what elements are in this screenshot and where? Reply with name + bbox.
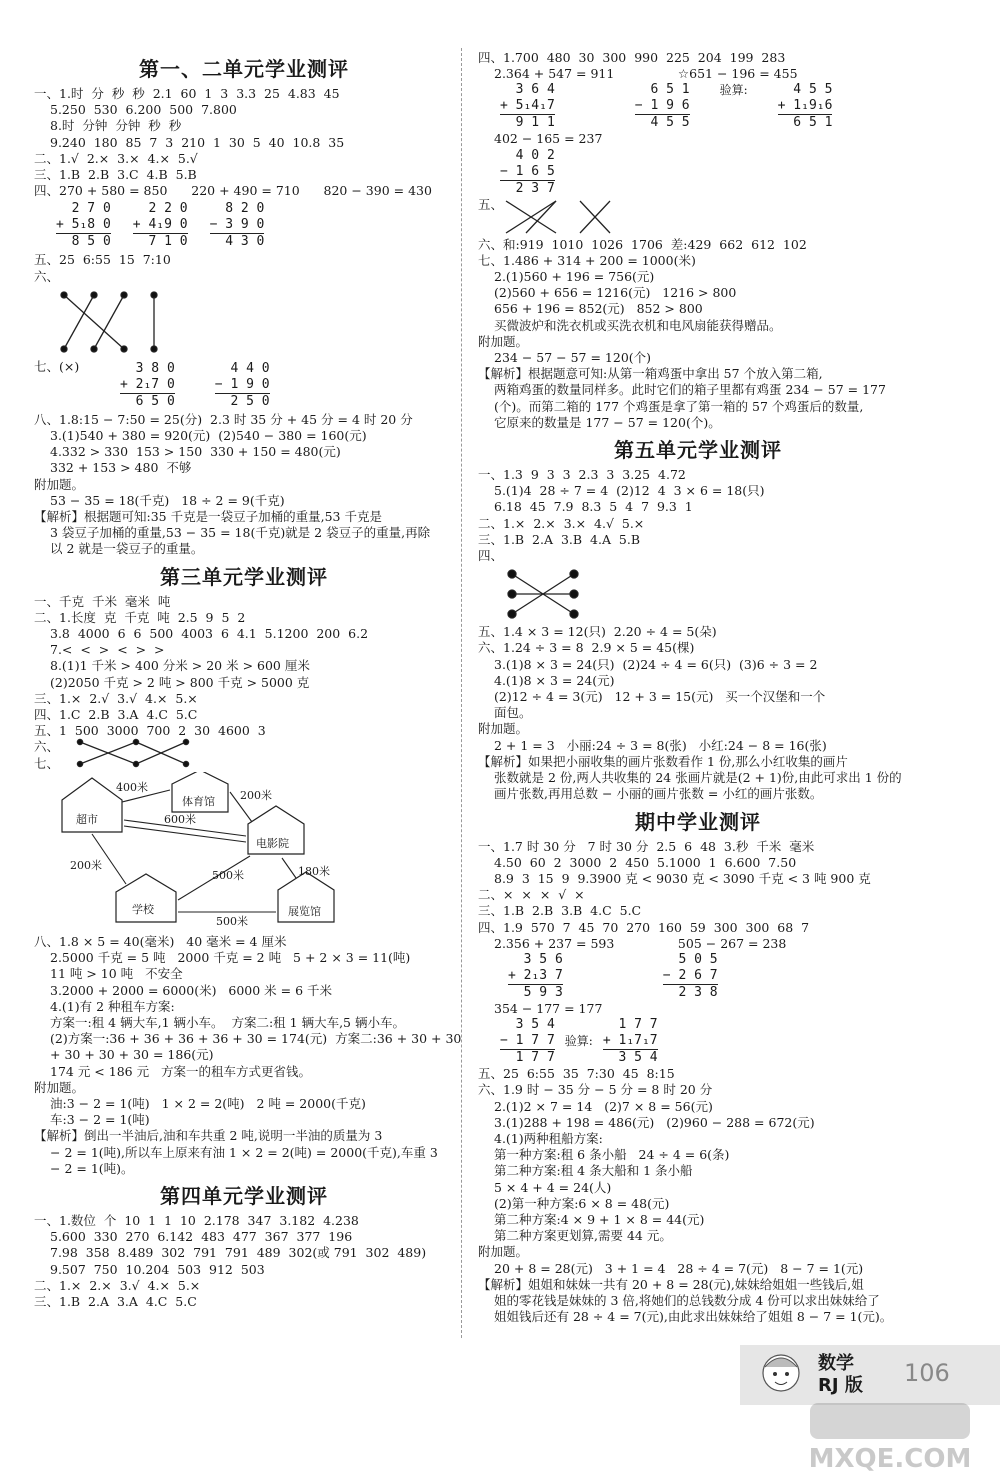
answer-line: 二、1.长度 克 千克 吨 2.5 9 5 2 [34, 609, 246, 625]
calc-row: − 2 6 7 [662, 967, 718, 983]
answer-line: 五、1 500 3000 700 2 30 4600 3 [34, 723, 266, 739]
left-column [34, 50, 462, 1310]
answer-line: 六、1.9 时 − 35 分 − 5 分 = 8 时 20 分 [478, 1082, 713, 1098]
answer-line: (个)。而第二箱的 177 个鸡蛋是拿了第一箱的 57 个鸡蛋后的数量, [494, 398, 864, 414]
calc-row: 3 5 4 [602, 1050, 658, 1066]
answer-line: 20 + 8 = 28(元) 3 + 1 = 4 28 ÷ 4 = 7(元) 8 − 7 = 1(元) [494, 1260, 864, 1276]
edition: RJ 版 [818, 1375, 863, 1396]
answer-line: − 2 = 1(吨),所以车上原来有油 1 × 2 = 2(吨) = 2000(千克),车重 3 [50, 1144, 438, 1160]
answer-line: 【解析】姐姐和妹妹一共有 20 + 8 = 28(元),妹妹给姐姐一些钱后,姐 [478, 1276, 864, 1292]
answer-line: 三、1.B 2.B 3.B 4.C 5.C [478, 903, 642, 919]
section-title-unit-1-2: 第一、二单元学业测评 [139, 57, 349, 81]
answer-line: 7.98 358 8.489 302 791 791 489 302(或 791 302 489) [50, 1245, 427, 1261]
calc-row: 4 5 5 [634, 115, 690, 131]
calc-row: + 2₁3 7 [508, 967, 563, 983]
answer-line: 3 袋豆子加桶的重量,53 − 35 = 18(千克)就是 2 袋豆子的重量,再除 [50, 525, 431, 541]
calc-row: 3 5 6 [508, 951, 563, 967]
answer-line: 画片张数,再用总数 − 小丽的画片张数 = 小红的画片张数。 [494, 786, 823, 802]
answer-line: 二、1.√ 2.× 3.× 4.× 5.√ [34, 150, 198, 166]
calc-row: 6 5 0 [120, 393, 175, 409]
calc-row: − 1 6 5 [500, 163, 555, 179]
calc-row: − 3 9 0 [209, 217, 265, 233]
answer-line: 53 − 35 = 18(千克) 18 ÷ 2 = 9(千克) [50, 492, 285, 508]
calc-row: 1 7 7 [500, 1050, 555, 1066]
answer-line: 四、1.700 480 30 300 990 225 204 199 283 [478, 50, 786, 65]
unit-1-2-vertical-calcs [34, 201, 454, 250]
answer-line: 五、 [478, 196, 504, 212]
answer-line: (2)560 + 656 = 1216(元) 1216 > 800 [494, 285, 737, 301]
page-number: 106 [904, 1359, 950, 1387]
calc-row: + 2₁7 0 [120, 376, 175, 392]
matching-lines-diagram [74, 736, 194, 770]
calc-row: + 5₁8 0 [56, 217, 111, 233]
map-distance: 200米 [240, 788, 272, 802]
calc-row: 9 1 1 [500, 115, 555, 131]
calc-row: 2 3 8 [662, 984, 718, 1000]
vertical-calc [500, 82, 555, 131]
calc-row: 1 7 7 [602, 1017, 658, 1033]
column-divider [461, 48, 462, 1338]
right-column [478, 50, 918, 1325]
answer-line: 五、25 6:55 35 7:30 45 8:15 [478, 1066, 675, 1082]
calc-row: 3 5 4 [500, 1017, 555, 1033]
section-title-unit-5: 第五单元学业测评 [614, 438, 782, 463]
verify-label: 验算: [719, 83, 748, 98]
calc-row: 6 5 1 [634, 82, 690, 98]
calc-row: 8 5 0 [56, 234, 111, 250]
answer-line: 七、 [34, 755, 60, 771]
answer-line: 第一种方案:租 6 条小船 24 ÷ 4 = 6(条) [494, 1147, 730, 1163]
map-label-school: 学校 [132, 902, 154, 916]
vertical-calc [56, 201, 111, 250]
map-label-gym: 体育馆 [182, 794, 215, 808]
answer-line: 四、270 + 580 = 850 220 + 490 = 710 820 − 390 = 430 [34, 183, 432, 199]
answer-line: 八、1.8 × 5 = 40(毫米) 40 毫米 = 4 厘米 [34, 933, 287, 949]
calc-row: 5 9 3 [508, 984, 563, 1000]
answer-line: 七、(×) [34, 358, 80, 374]
answer-line: 第二种方案:4 × 9 + 1 × 8 = 44(元) [494, 1211, 705, 1227]
answer-line: 第二种方案:租 4 条大船和 1 条小船 [494, 1163, 693, 1179]
answer-line: + 30 + 30 + 30 = 186(元) [50, 1047, 214, 1063]
calc-row: − 1 9 6 [634, 98, 690, 114]
map-distance: 500米 [216, 914, 248, 928]
answer-line: 四、1.9 570 7 45 70 270 160 59 300 300 68 7 [478, 919, 810, 935]
subject-label [818, 1353, 863, 1397]
calc-row: 2 7 0 [56, 201, 111, 217]
calc-row: 2 2 0 [132, 201, 188, 217]
matching-dots-diagram [504, 566, 594, 622]
answer-line: 8.9 3 15 9 9.3900 克 < 9030 克 < 3090 千克 < 3 吨 900 克 [494, 870, 871, 886]
answer-line: 它原来的数量是 177 − 57 = 120(个)。 [494, 414, 721, 430]
cartoon-face-icon [756, 1347, 806, 1397]
calc-row: − 1 7 7 [500, 1033, 555, 1049]
answer-line: 2.356 + 237 = 593 505 − 267 = 238 [494, 935, 787, 951]
watermark-logo [790, 1397, 990, 1477]
map-distance: 200米 [70, 858, 102, 872]
midterm-vertical-calcs-row [478, 952, 918, 1001]
answer-line: 4.(1)两种租船方案: [494, 1130, 603, 1146]
answer-line: 4.332 > 330 153 > 150 330 + 150 = 480(元) [50, 444, 341, 460]
answer-line: 9.240 180 85 7 3 210 1 30 5 40 10.8 35 [50, 134, 345, 150]
answer-line: 354 − 177 = 177 [494, 1000, 603, 1016]
answer-line: 三、1.× 2.√ 3.√ 4.× 5.× [34, 690, 198, 706]
answer-line: 附加题。 [478, 721, 529, 737]
answer-line: 油:3 − 2 = 1(吨) 1 × 2 = 2(吨) 2 吨 = 2000(千克) [50, 1095, 366, 1111]
answer-line: 三、1.B 2.A 3.A 4.C 5.C [34, 1293, 197, 1309]
answer-line: 四、1.C 2.B 3.A 4.C 5.C [34, 707, 198, 723]
midterm-answers-continued [478, 1066, 918, 1325]
answer-line: 2.(1)560 + 196 = 756(元) [494, 269, 655, 285]
answer-line: 3.(1)540 + 380 = 920(元) (2)540 − 380 = 160(元) [50, 428, 367, 444]
answer-line: 2.(1)2 × 7 = 14 (2)7 × 8 = 56(元) [494, 1098, 713, 1114]
section-title-unit-3: 第三单元学业测评 [160, 564, 328, 589]
answer-line: 656 + 196 = 852(元) 852 > 800 [494, 301, 703, 317]
vertical-calc [508, 952, 563, 1001]
vertical-calc [133, 201, 188, 250]
vertical-calc [215, 361, 270, 410]
answer-line: 一、1.3 9 3 3 2.3 3 3.25 4.72 [478, 467, 686, 483]
answer-line: 六、 [34, 268, 60, 284]
answer-line: 张数就是 2 份,两人共收集的 24 张画片就是(2 + 1)份,由此可求出 1 份的 [494, 770, 902, 786]
answer-line: 附加题。 [34, 1079, 85, 1095]
calc-row: 3 6 4 [500, 82, 555, 98]
answer-line: 6.18 45 7.9 8.3 5 4 7 9.3 1 [494, 499, 693, 515]
answer-line: 4.(1)有 2 种租车方案: [50, 998, 175, 1014]
answer-line: 2.364 + 547 = 911 ☆651 − 196 = 455 [494, 66, 798, 82]
answer-line: 3.2000 + 2000 = 6000(米) 6000 米 = 6 千米 [50, 982, 333, 998]
answer-line: 一、1.7 时 30 分 7 时 30 分 2.5 6 48 3.秒 千米 毫米 [478, 838, 815, 854]
answer-line: − 2 = 1(吨)。 [50, 1160, 134, 1176]
vertical-calc [120, 361, 175, 410]
calc-row: + 1₁7₁7 [602, 1033, 658, 1049]
answer-line: 一、1.时 分 秒 秒 2.1 60 1 3 3.3 25 4.83 45 [34, 86, 340, 101]
vertical-calc [635, 82, 690, 131]
verify-label: 验算: [564, 1034, 593, 1049]
answer-line: 3.(1)8 × 3 = 24(只) (2)24 ÷ 4 = 6(只) (3)6 ÷ 3 = 2 [494, 656, 818, 672]
answer-line: 姐的零花钱是妹妹的 3 倍,将她们的总钱数分成 4 份可以求出妹妹给了 [494, 1292, 880, 1308]
vertical-calc [663, 952, 718, 1001]
midterm-answers [478, 839, 918, 952]
answer-line: 八、1.8:15 − 7:50 = 25(分) 2.3 时 35 分 + 45 分 = 4 时 20 分 [34, 411, 413, 427]
answer-line: 姐姐钱后还有 28 ÷ 4 = 7(元),由此求出妹妹给了姐姐 8 − 7 = 1(元)。 [494, 1309, 893, 1325]
answer-line: 【解析】倒出一半油后,油和车共重 2 吨,说明一半油的质量为 3 [34, 1128, 383, 1144]
answer-line: 一、千克 千米 毫米 吨 [34, 593, 171, 609]
vertical-calc [778, 82, 833, 131]
section-title-unit-4: 第四单元学业测评 [160, 1183, 328, 1208]
calc-row: 4 0 2 [500, 147, 555, 163]
calc-row: + 1₁9₁6 [777, 98, 833, 114]
section-title-midterm: 期中学业测评 [635, 809, 761, 834]
unit-3-answers-continued [34, 933, 462, 1177]
answer-line: (2)2050 千克 > 2 吨 > 800 千克 > 5000 克 [50, 674, 310, 690]
answer-line: 【解析】如果把小丽收集的画片张数看作 1 份,那么小红收集的画片 [478, 753, 848, 769]
vertical-calc [500, 1017, 555, 1066]
answer-line: 以 2 就是一袋豆子的重量。 [50, 541, 204, 557]
route-map [52, 772, 352, 932]
answer-line: 2.5000 千克 = 5 吨 2000 千克 = 2 吨 5 + 2 × 3 = 11(吨) [50, 950, 411, 966]
unit-1-2-answers-continued [34, 412, 454, 558]
matching-lines-diagram [54, 287, 164, 357]
answer-line: 车:3 − 2 = 1(吨) [50, 1112, 150, 1128]
answer-line: 2 + 1 = 3 小丽:24 ÷ 3 = 8(张) 小红:24 − 8 = 16(张) [494, 737, 827, 753]
answer-line: 面包。 [494, 705, 532, 721]
unit-4-answers-continued-2 [478, 237, 918, 431]
calc-row: 7 1 0 [132, 234, 188, 250]
calc-row: 8 2 0 [209, 201, 265, 217]
answer-line: 【解析】根据题意可知:从第一箱鸡蛋中拿出 57 个放入第二箱, [478, 366, 823, 382]
answer-line: (2)12 ÷ 4 = 3(元) 12 + 3 = 15(元) 买一个汉堡和一个 [494, 689, 826, 705]
calc-row: 4 5 5 [777, 82, 833, 98]
map-distance: 500米 [212, 868, 244, 882]
answer-line: 11 吨 > 10 吨 不安全 [50, 966, 183, 982]
answer-line: 六、和:919 1010 1026 1706 差:429 662 612 102 [478, 236, 807, 252]
answer-line: 4.(1)8 × 3 = 24(元) [494, 672, 615, 688]
q7-vertical-calcs [114, 361, 270, 410]
answer-line: 7.< < > < > > [50, 642, 165, 658]
answer-line: 四、 [478, 548, 504, 564]
answer-line: 5.(1)4 28 ÷ 7 = 4 (2)12 4 3 × 6 = 18(只) [494, 483, 765, 499]
calc-row: 2 3 7 [500, 180, 555, 196]
subject: 数学 [818, 1353, 854, 1374]
answer-line: 5.600 330 270 6.142 483 477 367 377 196 [50, 1229, 353, 1245]
map-label-cinema: 电影院 [256, 836, 289, 850]
unit-5-answers-continued [478, 624, 918, 802]
unit-4-vertical-calcs-row [478, 82, 918, 131]
calc-row: 5 0 5 [662, 951, 718, 967]
unit-1-2-answers [34, 86, 454, 199]
calc-row: 4 4 0 [214, 360, 270, 376]
vertical-calc [603, 1017, 658, 1066]
answer-line: 五、25 6:55 15 7:10 [34, 252, 171, 268]
answer-line: 3.8 4000 6 6 500 4003 6 4.1 5.1200 200 6.2 [50, 626, 369, 642]
answer-line: 附加题。 [478, 333, 529, 349]
answer-line: 附加题。 [478, 1244, 529, 1260]
answer-line: 七、1.486 + 314 + 200 = 1000(米) [478, 252, 696, 268]
midterm-vertical-calcs-row-2 [478, 1017, 918, 1066]
map-label-market: 超市 [76, 812, 98, 826]
answer-line: 两箱鸡蛋的数量同样多。此时它们的箱子里都有鸡蛋 234 − 57 = 177 [494, 382, 886, 398]
answer-line: 174 元 < 186 元 方案一的租车方式更省钱。 [50, 1063, 312, 1079]
unit-4-answers [34, 1213, 454, 1310]
answer-line: 三、1.B 2.B 3.C 4.B 5.B [34, 167, 197, 183]
answer-line: 方案一:租 4 辆大车,1 辆小车。 方案二:租 1 辆大车,5 辆小车。 [50, 1014, 405, 1030]
answer-line: 一、1.数位 个 10 1 1 10 2.178 347 3.182 4.238 [34, 1212, 359, 1228]
answer-line: 二、× × × √ × [478, 887, 585, 903]
calc-row: + 4₁9 0 [132, 217, 188, 233]
answer-line: 9.507 750 10.204 503 912 503 [50, 1261, 265, 1277]
answer-line: 3.(1)288 + 198 = 486(元) (2)960 − 288 = 672(元) [494, 1114, 815, 1130]
answer-line: 附加题。 [34, 476, 85, 492]
answer-line: 8.(1)1 千米 > 400 分米 > 20 米 > 600 厘米 [50, 658, 310, 674]
answer-line: 第二种方案更划算,需要 44 元。 [494, 1228, 672, 1244]
unit-5-answers [478, 467, 918, 564]
q5-row [478, 197, 918, 237]
vertical-calc-row [478, 148, 918, 197]
answer-line: 5 × 4 + 4 = 24(人) [494, 1179, 612, 1195]
unit-4-answers-continued [478, 50, 918, 82]
map-distance: 600米 [164, 812, 196, 826]
answer-line: 六、1.24 ÷ 3 = 8 2.9 × 5 = 45(棵) [478, 640, 695, 656]
calc-row: 2 5 0 [214, 393, 270, 409]
answer-line: (2)方案一:36 + 36 + 36 + 36 + 30 = 174(元) 方案二:36 + 30 + 30 [50, 1031, 462, 1047]
answer-line: 8.时 分钟 分钟 秒 秒 [50, 118, 182, 134]
answer-line: 332 + 153 > 480 不够 [50, 460, 192, 476]
vertical-calc [210, 201, 265, 250]
answer-line: 402 − 165 = 237 [494, 131, 603, 147]
answer-line: 234 − 57 − 57 = 120(个) [494, 350, 652, 366]
q7-row [34, 359, 454, 412]
calc-row: + 5₁4₁7 [500, 98, 555, 114]
calc-row: − 1 9 0 [214, 376, 270, 392]
calc-row: 3 8 0 [120, 360, 175, 376]
map-distance: 180米 [298, 864, 330, 878]
answer-line: 【解析】根据题可知:35 千克是一袋豆子加桶的重量,53 千克是 [34, 509, 382, 525]
answer-line: 五、1.4 × 3 = 12(只) 2.20 ÷ 4 = 5(朵) [478, 624, 717, 640]
answer-line: 买微波炉和洗衣机或买洗衣机和电风扇能获得赠品。 [494, 317, 782, 333]
map-distance: 400米 [116, 780, 148, 794]
page-footer [0, 1345, 1000, 1480]
map-label-hall: 展览馆 [288, 904, 321, 918]
answer-line: (2)第一种方案:6 × 8 = 48(元) [494, 1195, 670, 1211]
answer-line: 三、1.B 2.A 3.B 4.A 5.B [478, 531, 641, 547]
watermark-text: MXQE.COM [808, 1444, 972, 1474]
calc-row: 4 3 0 [209, 234, 265, 250]
answer-line: 4.50 60 2 3000 2 450 5.1000 1 6.600 7.50 [494, 854, 797, 870]
answer-line: 二、1.× 2.× 3.√ 4.× 5.× [34, 1277, 201, 1293]
answer-line: 二、1.× 2.× 3.× 4.√ 5.× [478, 515, 645, 531]
matching-lines-diagram [500, 197, 620, 237]
calc-row: 6 5 1 [777, 115, 833, 131]
answer-line: 5.250 530 6.200 500 7.800 [50, 102, 237, 118]
answer-line: 六、 [34, 739, 60, 755]
vertical-calc [500, 148, 918, 197]
